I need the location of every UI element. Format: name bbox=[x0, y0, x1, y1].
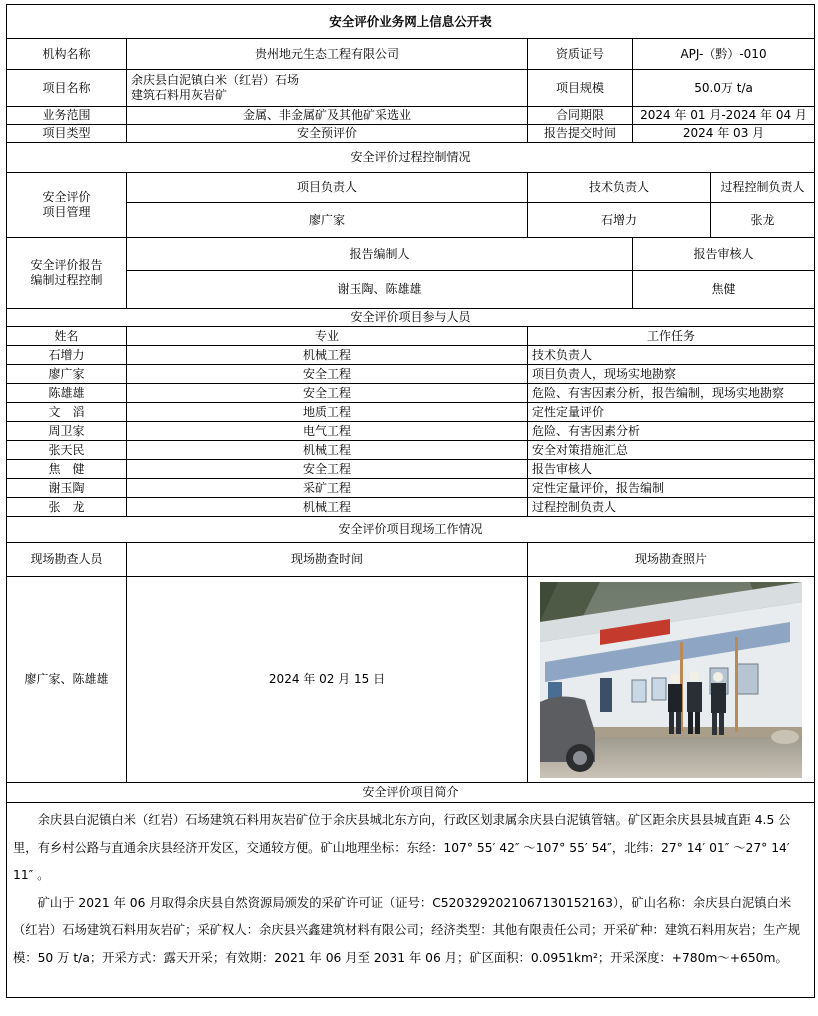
staff-task: 危险、有害因素分析，报告编制，现场实地勘察 bbox=[528, 384, 815, 403]
project-value bbox=[127, 70, 528, 107]
tech-value: 石增力 bbox=[528, 203, 711, 238]
staff-major: 采矿工程 bbox=[127, 479, 528, 498]
process-section-title: 安全评价过程控制情况 bbox=[7, 143, 815, 173]
reviewer-label: 报告审核人 bbox=[633, 238, 815, 271]
staff-name: 焦 健 bbox=[7, 460, 127, 479]
staff-header-major: 专业 bbox=[127, 327, 528, 346]
ctrl-value: 张龙 bbox=[711, 203, 815, 238]
leader-value: 廖广家 bbox=[127, 203, 528, 238]
staff-task: 定性定量评价，报告编制 bbox=[528, 479, 815, 498]
staff-name: 石增力 bbox=[7, 346, 127, 365]
staff-name: 周卫家 bbox=[7, 422, 127, 441]
site-date: 2024 年 02 月 15 日 bbox=[127, 577, 528, 783]
intro-paragraph-1: 余庆县白泥镇白米（红岩）石场建筑石料用灰岩矿位于余庆县城北东方向，行政区划隶属余庆县白泥镇管辖。矿区距余庆县县城直距 4.5 公里，有乡村公路与直通余庆县经济开发区，交通较方便。矿山地理坐标：东经：107° 55′ 42″ ～107° 55′ 54″，北纬：27° 14′ 01″ ～27° 14′ 11″ 。 bbox=[13, 813, 791, 882]
org-value: 贵州地元生态工程有限公司 bbox=[127, 39, 528, 70]
table-row bbox=[7, 479, 815, 498]
type-value: 安全预评价 bbox=[127, 125, 528, 143]
site-header-personnel: 现场勘查人员 bbox=[7, 543, 127, 577]
tech-label: 技术负责人 bbox=[528, 173, 711, 203]
scope-label: 业务范围 bbox=[7, 107, 127, 125]
site-section-title: 安全评价项目现场工作情况 bbox=[7, 517, 815, 543]
staff-task: 安全对策措施汇总 bbox=[528, 441, 815, 460]
staff-name: 廖广家 bbox=[7, 365, 127, 384]
page-title: 安全评价业务网上信息公开表 bbox=[7, 5, 815, 39]
staff-header-task: 工作任务 bbox=[528, 327, 815, 346]
scale-value: 50.0万 t/a bbox=[633, 70, 815, 107]
period-value: 2024 年 01 月-2024 年 04 月 bbox=[633, 107, 815, 125]
cert-label: 资质证号 bbox=[528, 39, 633, 70]
table-row bbox=[7, 384, 815, 403]
mgmt-label-line1: 安全评价 bbox=[42, 190, 91, 204]
staff-major: 安全工程 bbox=[127, 365, 528, 384]
site-photo-image bbox=[540, 582, 802, 778]
intro-paragraph-2: 矿山于 2021 年 06 月取得余庆县自然资源局颁发的采矿许可证（证号：C5203292021067130152163），矿山名称：余庆县白泥镇白米（红岩）石场建筑石料用灰岩矿；采矿权人：余庆县兴鑫建筑材料有限公司；经济类型：其他有限责任公司；开采矿种：建筑石料用灰岩；生产规模：50 万 t/a；开采方式：露天开采；有效期：2021 年 06 月至 2031 年 06 月；矿区面积：0.0951km²；开采深度：+780m～+650m。 bbox=[13, 895, 801, 965]
mgmt-label-line2: 项目管理 bbox=[42, 205, 91, 219]
site-photo-cell bbox=[528, 577, 815, 783]
reviewer-value: 焦健 bbox=[633, 271, 815, 309]
intro-body bbox=[7, 803, 815, 998]
staff-section-title: 安全评价项目参与人员 bbox=[7, 309, 815, 327]
org-label: 机构名称 bbox=[7, 39, 127, 70]
project-label: 项目名称 bbox=[7, 70, 127, 107]
staff-task: 报告审核人 bbox=[528, 460, 815, 479]
report-label-line1: 安全评价报告 bbox=[30, 258, 103, 272]
cert-value: APJ-（黔）-010 bbox=[633, 39, 815, 70]
staff-task: 项目负责人，现场实地勘察 bbox=[528, 365, 815, 384]
staff-name: 张 龙 bbox=[7, 498, 127, 517]
scale-label: 项目规模 bbox=[528, 70, 633, 107]
table-row bbox=[7, 403, 815, 422]
staff-major: 电气工程 bbox=[127, 422, 528, 441]
staff-task: 过程控制负责人 bbox=[528, 498, 815, 517]
table-row bbox=[7, 460, 815, 479]
staff-major: 机械工程 bbox=[127, 498, 528, 517]
submit-label: 报告提交时间 bbox=[528, 125, 633, 143]
table-row bbox=[7, 346, 815, 365]
report-label-line2: 编制过程控制 bbox=[30, 273, 103, 287]
staff-task: 定性定量评价 bbox=[528, 403, 815, 422]
staff-task: 技术负责人 bbox=[528, 346, 815, 365]
site-personnel: 廖广家、陈雄雄 bbox=[7, 577, 127, 783]
leader-label: 项目负责人 bbox=[127, 173, 528, 203]
staff-name: 文 滔 bbox=[7, 403, 127, 422]
staff-major: 安全工程 bbox=[127, 460, 528, 479]
project-value-line1: 余庆县白泥镇白米（红岩）石场 bbox=[131, 73, 300, 87]
table-row bbox=[7, 441, 815, 460]
table-row bbox=[7, 365, 815, 384]
mgmt-label bbox=[7, 173, 127, 238]
author-value: 谢玉陶、陈雄雄 bbox=[127, 271, 633, 309]
staff-header-name: 姓名 bbox=[7, 327, 127, 346]
staff-task: 危险、有害因素分析 bbox=[528, 422, 815, 441]
site-header-time: 现场勘查时间 bbox=[127, 543, 528, 577]
type-label: 项目类型 bbox=[7, 125, 127, 143]
period-label: 合同期限 bbox=[528, 107, 633, 125]
staff-major: 安全工程 bbox=[127, 384, 528, 403]
submit-value: 2024 年 03 月 bbox=[633, 125, 815, 143]
disclosure-table bbox=[6, 4, 815, 998]
table-row bbox=[7, 422, 815, 441]
staff-major: 机械工程 bbox=[127, 441, 528, 460]
staff-name: 张天民 bbox=[7, 441, 127, 460]
staff-name: 陈雄雄 bbox=[7, 384, 127, 403]
site-photo bbox=[540, 582, 802, 778]
table-row bbox=[7, 498, 815, 517]
intro-section-title: 安全评价项目简介 bbox=[7, 783, 815, 803]
staff-major: 地质工程 bbox=[127, 403, 528, 422]
site-header-photo: 现场勘查照片 bbox=[528, 543, 815, 577]
ctrl-label: 过程控制负责人 bbox=[711, 173, 815, 203]
report-label bbox=[7, 238, 127, 309]
staff-name: 谢玉陶 bbox=[7, 479, 127, 498]
project-value-line2: 建筑石料用灰岩矿 bbox=[131, 88, 228, 102]
author-label: 报告编制人 bbox=[127, 238, 633, 271]
scope-value: 金属、非金属矿及其他矿采选业 bbox=[127, 107, 528, 125]
staff-major: 机械工程 bbox=[127, 346, 528, 365]
